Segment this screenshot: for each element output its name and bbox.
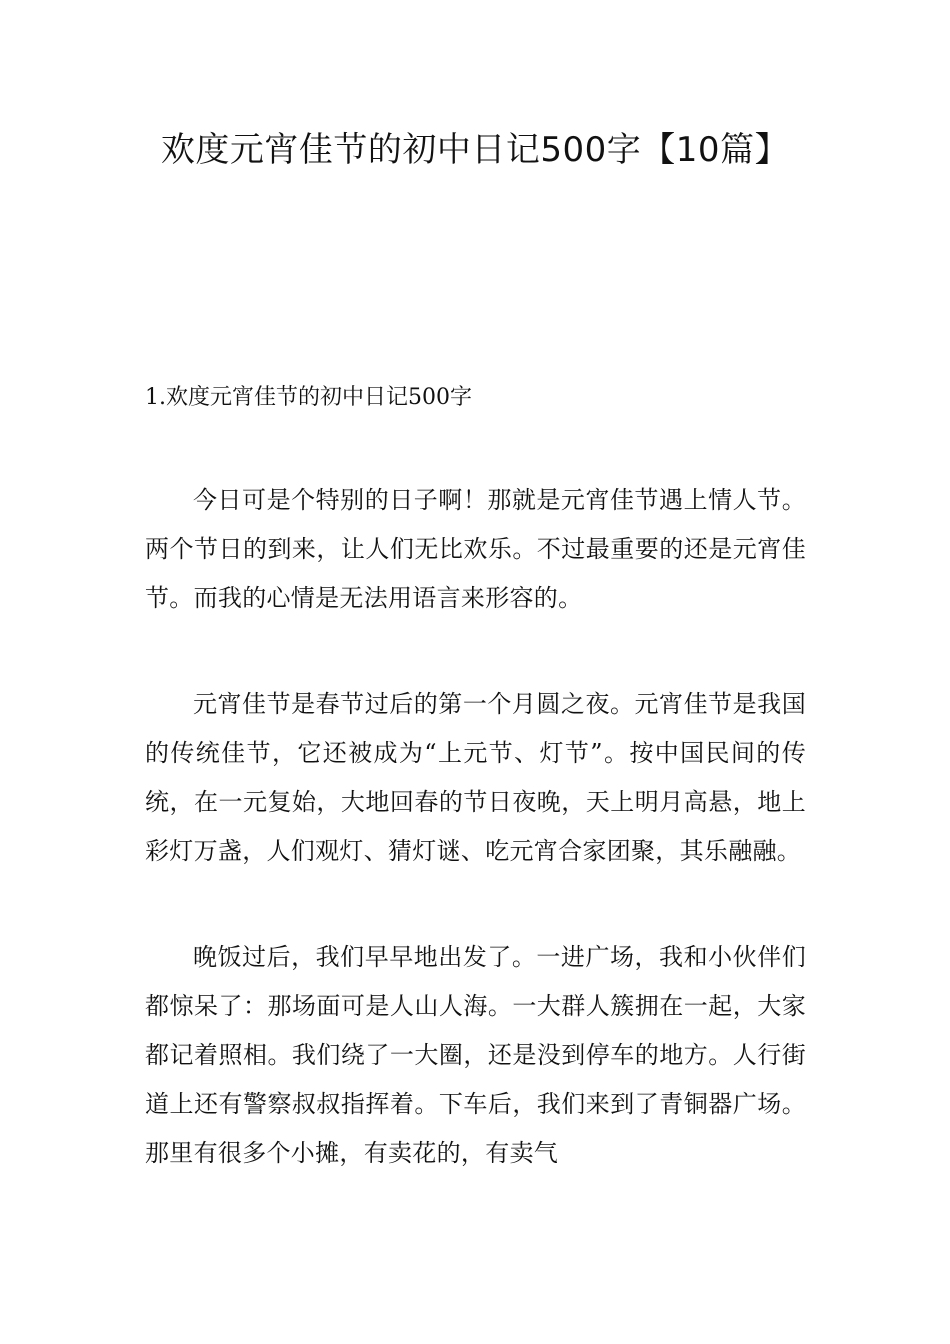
document-body — [145, 476, 806, 1235]
document-title: 欢度元宵佳节的初中日记500字【10篇】 — [160, 130, 790, 170]
paragraph-2: 元宵佳节是春节过后的第一个月圆之夜。元宵佳节是我国的传统佳节，它还被成为“上元节、灯节”。按中国民间的传统，在一元复始，大地回春的节日夜晚，天上明月高悬，地上彩灯万盏，人们观灯、猜灯谜、吃元宵合家团聚，其乐融融。 — [145, 690, 806, 865]
section-heading: 1.欢度元宵佳节的初中日记500字 — [145, 385, 472, 410]
paragraph-3: 晚饭过后，我们早早地出发了。一进广场，我和小伙伴们都惊呆了：那场面可是人山人海。一大群人簇拥在一起，大家都记着照相。我们绕了一大圈，还是没到停车的地方。人行街道上还有警察叔叔指挥着。下车后，我们来到了青铜器广场。那里有很多个小摊，有卖花的，有卖气 — [145, 943, 806, 1167]
paragraph-1: 今日可是个特别的日子啊！那就是元宵佳节遇上情人节。两个节日的到来，让人们无比欢乐。不过最重要的还是元宵佳节。而我的心情是无法用语言来形容的。 — [145, 486, 806, 612]
